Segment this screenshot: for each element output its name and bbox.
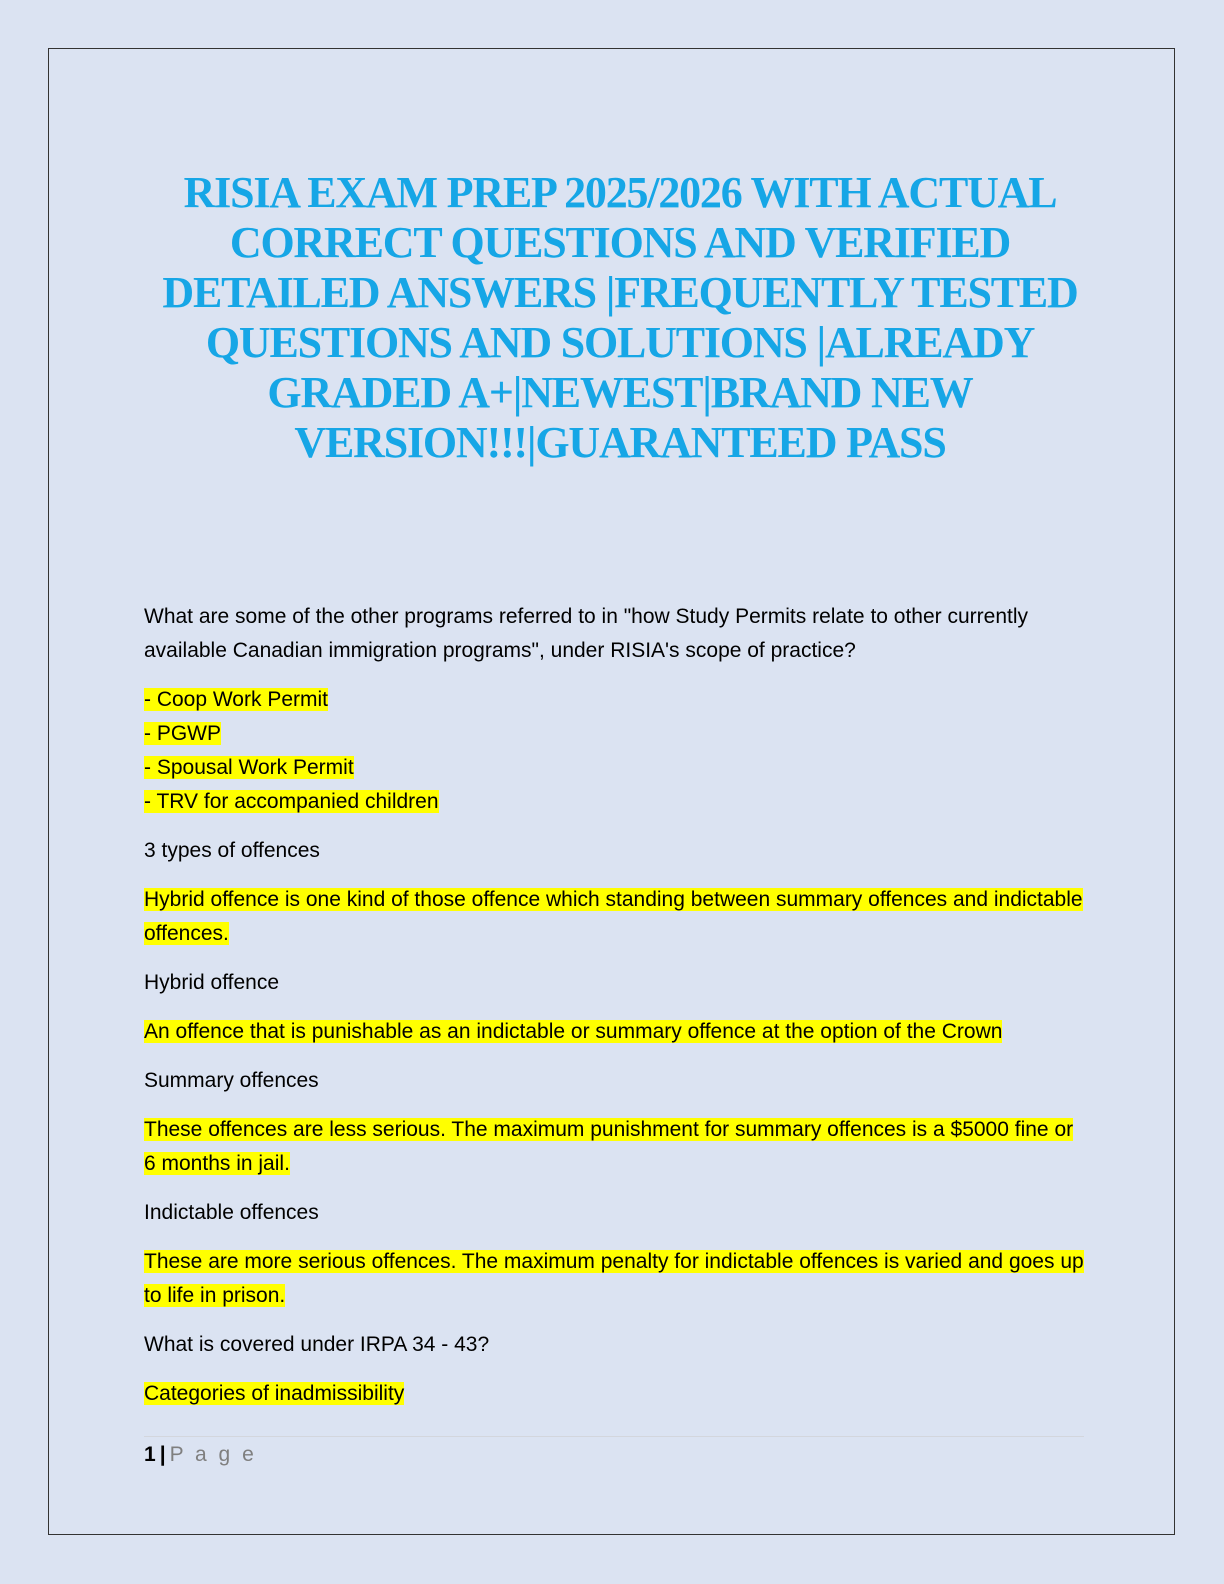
question-text: What are some of the other programs referred to in "how Study Permits relate to other currently available Canadian immigration programs", under RISIA's scope of practice? [144,605,1029,662]
page-label: P a g e [169,1443,257,1466]
qa-content [144,600,1084,1426]
question-text: 3 types of offences [144,839,320,862]
answer-highlight: An offence that is punishable as an indictable or summary offence at the option of the Crown [144,1020,1003,1043]
answer-text [144,683,1084,819]
answer-line: - TRV for accompanied children [144,790,439,813]
answer-highlight: Hybrid offence is one kind of those offence which standing between summary offences and indictable offences. [144,888,1083,945]
footer-separator: | [159,1443,166,1466]
question-text: Hybrid offence [144,971,280,994]
answer-highlight: Categories of inadmissibility [144,1382,405,1405]
answer-highlight: These are more serious offences. The maximum penalty for indictable offences is varied and goes up to life in prison. [144,1250,1084,1307]
question-text: Summary offences [144,1069,319,1092]
page-number: 1 [144,1443,156,1466]
answer-text [144,883,1084,951]
answer-text [144,1377,1084,1411]
page-footer [144,1436,1084,1469]
answer-line: - Coop Work Permit [144,688,328,711]
question-text: Indictable offences [144,1201,319,1224]
answer-highlight: These offences are less serious. The maximum punishment for summary offences is a $5000 fine or 6 months in jail. [144,1118,1074,1175]
answer-line: - PGWP [144,722,221,745]
answer-line: - Spousal Work Permit [144,756,354,779]
answer-text [144,1245,1084,1313]
question-text: What is covered under IRPA 34 - 43? [144,1333,490,1356]
document-title: RISIA EXAM PREP 2025/2026 WITH ACTUAL CORRECT QUESTIONS AND VERIFIED DETAILED ANSWERS |FREQUENTLY TESTED QUESTIONS AND SOLUTIONS |ALREADY GRADED A+|NEWEST|BRAND NEW VERSION!!!|GUARANTEED PASS [162,168,1078,467]
answer-text [144,1113,1084,1181]
answer-text [144,1015,1084,1049]
